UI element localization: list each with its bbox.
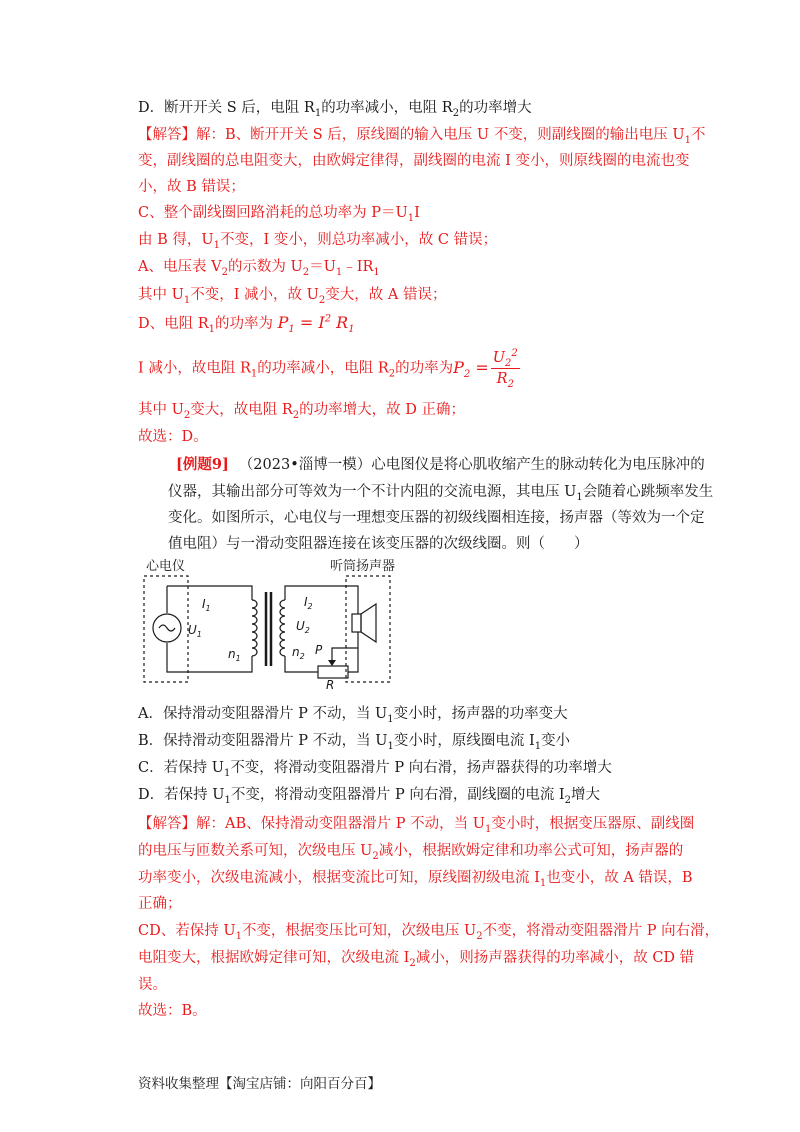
answer-line: 电阻变大，根据欧姆定律可知，次级电流 $I_2$减小，则扬声器获得的功率减小，故 CD 错 bbox=[138, 950, 695, 969]
formula-p2-fraction: $\frac{U_2^2}{R_2}$ bbox=[492, 348, 518, 390]
formula-p1: $P_1 = I^2$ $R_1$ bbox=[277, 313, 355, 336]
answer-line: 由 B 得，$U_1$不变，I 变小，则总功率减小，故 C 错误； bbox=[138, 232, 498, 251]
answer-line: 的电压与匝数关系可知，次级电压 $U_2$减小，根据欧姆定律和功率公式可知，扬声器的 bbox=[138, 843, 684, 862]
option-d-text: D．断开开关 S 后，电阻 $R_1$的功率减小，电阻 $R_2$的功率增大 bbox=[138, 100, 532, 119]
secondary-coil bbox=[280, 600, 285, 656]
answer-line: I 减小，故电阻 $R_1$的功率减小，电阻 $R_2$的功率为$P_2$ = $\frac{U_2^2}{R_2}$ bbox=[138, 348, 518, 390]
example-tag: [例题9] bbox=[176, 456, 229, 473]
example-heading: [例题9] （2023•淄博一模）心电图仪是将心肌收缩产生的脉动转化为电压脉冲的 bbox=[176, 456, 705, 473]
primary-coil bbox=[252, 600, 257, 656]
answer-line: D、电阻 $R_1$的功率为 $P_1 = I^2$ $R_1$ bbox=[138, 313, 355, 336]
formula-p2: $P_2$ = bbox=[453, 357, 489, 380]
label-p: P bbox=[315, 643, 323, 657]
label-n2: $n_2$ bbox=[292, 645, 305, 661]
answer-line: CD、若保持 $U_1$不变，根据变压比可知，次级电压 $U_2$不变，将滑动变阻器滑片 P 向右滑， bbox=[138, 923, 720, 942]
speaker-cone-icon bbox=[361, 604, 376, 642]
slider-arrow-icon bbox=[328, 660, 336, 666]
ecg-label: 心电仪 bbox=[146, 559, 186, 574]
label-u2: $U_2$ bbox=[296, 619, 310, 635]
answer-line: 【解答】解：AB、保持滑动变阻器滑片 P 不动，当 $U_1$变小时，根据变压器原、副线圈 bbox=[138, 816, 695, 835]
label-i2: $I_2$ bbox=[304, 595, 313, 611]
sine-wave-icon bbox=[159, 625, 175, 631]
speaker-icon bbox=[352, 614, 361, 632]
example-line: 变化。如图所示，心电仪与一理想变压器的初级线圈相连接，扬声器（等效为一个定 bbox=[168, 510, 705, 526]
example-line: 仪器，其输出部分可等效为一个不计内阻的交流电源，其电压 $U_1$会随着心跳频率发生 bbox=[168, 484, 714, 503]
answer-line: 功率变小，次级电流减小，根据变流比可知，原线圈初级电流 $I_1$也变小，故 A 错误，B bbox=[138, 870, 693, 889]
speaker-box bbox=[346, 576, 390, 682]
answer-line: 其中 $U_2$变大，故电阻 $R_2$的功率增大，故 D 正确； bbox=[138, 402, 465, 421]
answer-tag: 【解答】 bbox=[138, 816, 196, 832]
answer-line: 正确； bbox=[138, 896, 182, 912]
wire bbox=[285, 586, 358, 614]
answer-line: C、整个副线圈回路消耗的总功率为 $P=U_1I$ bbox=[138, 205, 420, 224]
option-c: C．若保持 $U_1$不变，将滑动变阻器滑片 P 向右滑，扬声器获得的功率增大 bbox=[138, 760, 612, 779]
slider-wire bbox=[332, 648, 358, 664]
wire bbox=[348, 632, 358, 672]
answer-line: A、电压表 $V_2$的示数为 $U_2=U_1﹣IR_1$ bbox=[138, 259, 380, 278]
speaker-label: 听筒扬声器 bbox=[330, 559, 396, 574]
answer-line: 变，副线圈的总电阻变大，由欧姆定律得，副线圈的电流 I 变小，则原线圈的电流也变 bbox=[138, 153, 690, 169]
wire bbox=[167, 586, 252, 600]
answer-line: 【解答】解：B、断开开关 S 后，原线圈的输入电压 U 不变，则副线圈的输出电压 $U_1$不 bbox=[138, 127, 706, 146]
example-line: 值电阻）与一滑动变阻器连接在该变压器的次级线圈。则（ ） bbox=[168, 536, 589, 552]
option-a: A．保持滑动变阻器滑片 P 不动，当 $U_1$变小时，扬声器的功率变大 bbox=[138, 706, 568, 725]
label-r: R bbox=[326, 678, 335, 690]
label-i1: $I_1$ bbox=[202, 597, 211, 613]
label-n1: $n_1$ bbox=[228, 647, 241, 663]
option-d: D．若保持 $U_1$不变，将滑动变阻器滑片 P 向右滑，副线圈的电流 $I_2$增大 bbox=[138, 787, 601, 806]
option-b: B．保持滑动变阻器滑片 P 不动，当 $U_1$变小时，原线圈电流 $I_1$变小 bbox=[138, 733, 571, 752]
answer-line: 误。 bbox=[138, 977, 167, 993]
answer-line: 故选：D。 bbox=[138, 429, 208, 445]
rheostat-icon bbox=[318, 666, 348, 678]
answer-line: 小，故 B 错误； bbox=[138, 179, 245, 195]
circuit-diagram bbox=[140, 558, 400, 690]
answer-line: 故选：B。 bbox=[138, 1003, 207, 1019]
answer-line: 其中 $U_1$不变，I 减小，故 $U_2$变大，故 A 错误； bbox=[138, 287, 447, 306]
label-u1: $U_1$ bbox=[188, 623, 202, 639]
answer-tag: 【解答】 bbox=[138, 127, 196, 143]
footer-text: 资料收集整理【淘宝店铺：向阳百分百】 bbox=[138, 1076, 381, 1092]
